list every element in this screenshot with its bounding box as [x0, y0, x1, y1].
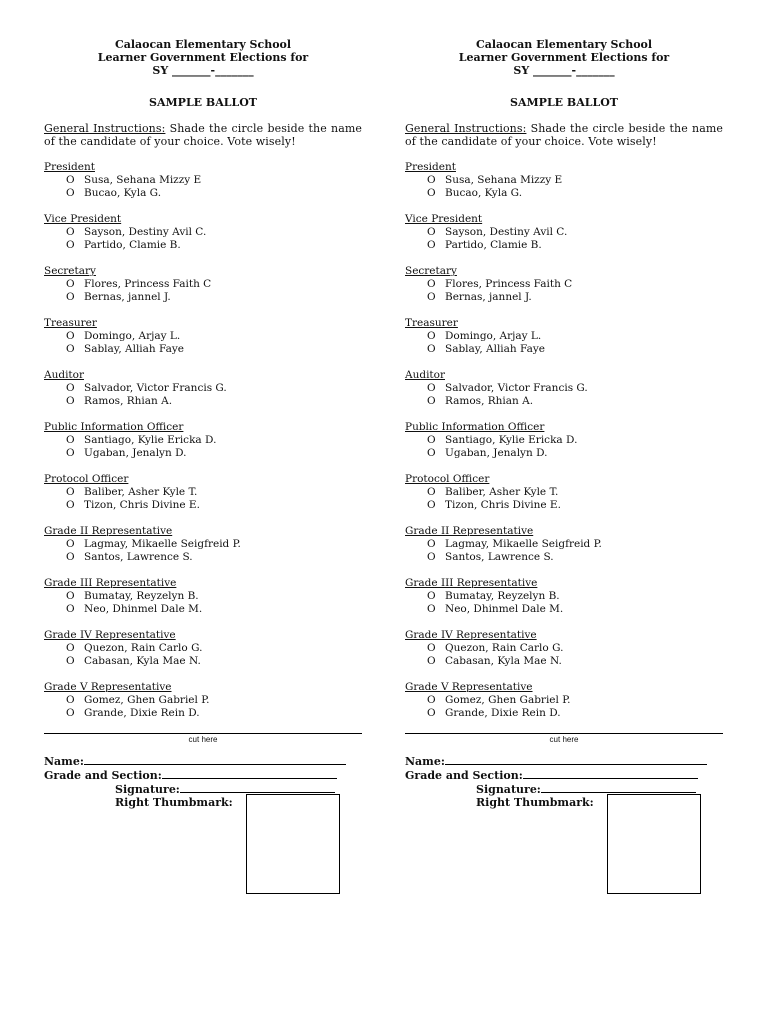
candidate-name: Grande, Dixie Rein D.: [445, 707, 561, 719]
positions-list: [405, 161, 723, 720]
candidate-name: Flores, Princess Faith C: [445, 278, 573, 290]
thumbmark-label: Right Thumbmark:: [476, 796, 594, 809]
candidate-name: Salvador, Victor Francis G.: [445, 382, 588, 394]
position-title: Grade III Representative: [405, 577, 538, 589]
vote-circle[interactable]: O: [66, 278, 75, 290]
candidate-name: Baliber, Asher Kyle T.: [445, 486, 559, 498]
candidate-name: Bucao, Kyla G.: [445, 187, 523, 199]
candidate-row: [44, 174, 362, 187]
candidate-name: Salvador, Victor Francis G.: [84, 382, 227, 394]
vote-circle[interactable]: O: [427, 642, 436, 654]
position-block: [405, 577, 723, 616]
ballot-right: [405, 38, 723, 809]
vote-circle[interactable]: O: [66, 239, 75, 251]
candidate-row: [405, 187, 723, 200]
instructions-text: Shade the circle beside the name of the candidate of your choice. Vote wisely!: [405, 122, 723, 148]
candidate-row: [405, 603, 723, 616]
vote-circle[interactable]: O: [427, 187, 436, 199]
position-block: [405, 161, 723, 200]
vote-circle[interactable]: O: [427, 447, 436, 459]
positions-list: [44, 161, 362, 720]
grade-section-field[interactable]: [523, 768, 698, 779]
candidate-name: Santiago, Kylie Ericka D.: [84, 434, 217, 446]
position-block: [405, 213, 723, 252]
candidate-row: [405, 655, 723, 668]
position-block: [44, 473, 362, 512]
candidate-row: [44, 655, 362, 668]
position-block: [405, 681, 723, 720]
vote-circle[interactable]: O: [66, 603, 75, 615]
candidate-name: Susa, Sehana Mizzy E: [84, 174, 202, 186]
candidate-row: [405, 434, 723, 447]
name-label: Name:: [405, 755, 445, 768]
candidate-name: Sayson, Destiny Avil C.: [84, 226, 207, 238]
thumbmark-box[interactable]: [607, 794, 701, 894]
position-block: [405, 629, 723, 668]
candidate-row: [44, 278, 362, 291]
ballot-title: SAMPLE BALLOT: [510, 96, 618, 109]
position-title: Grade III Representative: [44, 577, 177, 589]
candidate-row: [405, 174, 723, 187]
position-block: [44, 369, 362, 408]
candidate-row: [44, 434, 362, 447]
candidate-row: [405, 330, 723, 343]
vote-circle[interactable]: O: [427, 538, 436, 550]
vote-circle[interactable]: O: [427, 551, 436, 563]
vote-circle[interactable]: O: [427, 291, 436, 303]
candidate-row: [44, 330, 362, 343]
candidate-row: [44, 499, 362, 512]
candidate-row: [405, 499, 723, 512]
candidate-row: [44, 291, 362, 304]
voter-form: [405, 754, 723, 809]
vote-circle[interactable]: O: [66, 551, 75, 563]
position-block: [44, 161, 362, 200]
vote-circle[interactable]: O: [66, 226, 75, 238]
position-block: [405, 473, 723, 512]
vote-circle[interactable]: O: [66, 538, 75, 550]
candidate-name: Neo, Dhinmel Dale M.: [445, 603, 564, 615]
instructions-text: Shade the circle beside the name of the candidate of your choice. Vote wisely!: [44, 122, 362, 148]
position-block: [405, 369, 723, 408]
position-block: [44, 577, 362, 616]
position-title: President: [44, 161, 95, 173]
ballot-left: [44, 38, 362, 809]
candidate-name: Bucao, Kyla G.: [84, 187, 162, 199]
position-block: [44, 213, 362, 252]
candidate-name: Partido, Clamie B.: [84, 239, 181, 251]
position-block: [44, 317, 362, 356]
candidate-name: Santos, Lawrence S.: [445, 551, 554, 563]
position-block: [405, 421, 723, 460]
position-title: Grade II Representative: [405, 525, 534, 537]
position-title: Grade IV Representative: [405, 629, 537, 641]
candidate-name: Flores, Princess Faith C: [84, 278, 212, 290]
candidate-row: [44, 447, 362, 460]
name-row: [44, 754, 362, 768]
vote-circle[interactable]: O: [427, 694, 436, 706]
vote-circle[interactable]: O: [66, 343, 75, 355]
instructions-label: General Instructions:: [44, 122, 166, 135]
candidate-row: [44, 486, 362, 499]
position-title: Grade IV Representative: [44, 629, 176, 641]
general-instructions: [405, 122, 723, 148]
vote-circle[interactable]: O: [66, 330, 75, 342]
candidate-name: Domingo, Arjay L.: [445, 330, 542, 342]
general-instructions: [44, 122, 362, 148]
candidate-row: [405, 343, 723, 356]
vote-circle[interactable]: O: [66, 187, 75, 199]
position-title: Auditor: [44, 369, 84, 381]
name-field[interactable]: [84, 754, 346, 765]
instructions-label: General Instructions:: [405, 122, 527, 135]
candidate-row: [405, 395, 723, 408]
vote-circle[interactable]: O: [427, 434, 436, 446]
position-block: [405, 525, 723, 564]
candidate-row: [44, 590, 362, 603]
candidate-row: [44, 603, 362, 616]
position-title: Protocol Officer: [44, 473, 129, 485]
vote-circle[interactable]: O: [66, 707, 75, 719]
position-block: [44, 681, 362, 720]
vote-circle[interactable]: O: [66, 382, 75, 394]
candidate-row: [44, 395, 362, 408]
candidate-row: [44, 694, 362, 707]
vote-circle[interactable]: O: [427, 486, 436, 498]
position-title: Grade V Representative: [44, 681, 172, 693]
candidate-row: [405, 642, 723, 655]
ballot-title: SAMPLE BALLOT: [149, 96, 257, 109]
position-title: Public Information Officer: [405, 421, 545, 433]
candidate-name: Bumatay, Reyzelyn B.: [445, 590, 560, 602]
candidate-name: Partido, Clamie B.: [445, 239, 542, 251]
grade-section-row: [44, 768, 362, 782]
vote-circle[interactable]: O: [427, 174, 436, 186]
candidate-row: [405, 226, 723, 239]
candidate-name: Gomez, Ghen Gabriel P.: [445, 694, 571, 706]
vote-circle[interactable]: O: [66, 499, 75, 511]
candidate-name: Sayson, Destiny Avil C.: [445, 226, 568, 238]
candidate-row: [405, 551, 723, 564]
candidate-name: Bernas, jannel J.: [84, 291, 171, 303]
candidate-name: Santos, Lawrence S.: [84, 551, 193, 563]
vote-circle[interactable]: O: [66, 395, 75, 407]
position-title: Secretary: [405, 265, 457, 277]
candidate-row: [405, 486, 723, 499]
signature-field[interactable]: [180, 782, 335, 793]
vote-circle[interactable]: O: [66, 642, 75, 654]
candidate-name: Quezon, Rain Carlo G.: [84, 642, 203, 654]
signature-field[interactable]: [541, 782, 696, 793]
candidate-name: Lagmay, Mikaelle Seigfreid P.: [84, 538, 241, 550]
position-block: [44, 525, 362, 564]
candidate-row: [405, 239, 723, 252]
name-row: [405, 754, 723, 768]
grade-section-label: Grade and Section:: [44, 769, 162, 782]
position-block: [44, 629, 362, 668]
candidate-row: [44, 551, 362, 564]
position-title: President: [405, 161, 456, 173]
vote-circle[interactable]: O: [66, 291, 75, 303]
vote-circle[interactable]: O: [427, 499, 436, 511]
vote-circle[interactable]: O: [427, 382, 436, 394]
cut-here-line: cut here: [44, 733, 362, 744]
candidate-row: [44, 382, 362, 395]
vote-circle[interactable]: O: [66, 434, 75, 446]
school-name: Calaocan Elementary School: [475, 38, 653, 51]
candidate-name: Ugaban, Jenalyn D.: [445, 447, 548, 459]
candidate-name: Tizon, Chris Divine E.: [84, 499, 200, 511]
candidate-name: Sablay, Alliah Faye: [445, 343, 546, 355]
candidate-name: Tizon, Chris Divine E.: [445, 499, 561, 511]
vote-circle[interactable]: O: [427, 603, 436, 615]
candidate-row: [405, 447, 723, 460]
vote-circle[interactable]: O: [427, 226, 436, 238]
vote-circle[interactable]: O: [66, 694, 75, 706]
candidate-name: Gomez, Ghen Gabriel P.: [84, 694, 210, 706]
vote-circle[interactable]: O: [66, 486, 75, 498]
candidate-name: Lagmay, Mikaelle Seigfreid P.: [445, 538, 602, 550]
vote-circle[interactable]: O: [427, 278, 436, 290]
signature-label: Signature:: [115, 783, 180, 796]
election-title: Learner Government Elections for: [97, 51, 309, 64]
vote-circle[interactable]: O: [66, 590, 75, 602]
position-block: [44, 421, 362, 460]
candidate-name: Bumatay, Reyzelyn B.: [84, 590, 199, 602]
position-title: Auditor: [405, 369, 445, 381]
candidate-row: [405, 707, 723, 720]
candidate-name: Cabasan, Kyla Mae N.: [84, 655, 201, 667]
position-title: Grade II Representative: [44, 525, 173, 537]
grade-section-field[interactable]: [162, 768, 337, 779]
vote-circle[interactable]: O: [427, 707, 436, 719]
position-title: Grade V Representative: [405, 681, 533, 693]
candidate-row: [44, 239, 362, 252]
candidate-name: Bernas, jannel J.: [445, 291, 532, 303]
position-title: Treasurer: [405, 317, 458, 329]
candidate-name: Ramos, Rhian A.: [84, 395, 173, 407]
candidate-name: Ugaban, Jenalyn D.: [84, 447, 187, 459]
thumbmark-label: Right Thumbmark:: [115, 796, 233, 809]
school-name: Calaocan Elementary School: [114, 38, 292, 51]
vote-circle[interactable]: O: [427, 655, 436, 667]
cut-here-line: cut here: [405, 733, 723, 744]
candidate-row: [44, 187, 362, 200]
name-field[interactable]: [445, 754, 707, 765]
candidate-name: Sablay, Alliah Faye: [84, 343, 185, 355]
candidate-name: Quezon, Rain Carlo G.: [445, 642, 564, 654]
candidate-name: Santiago, Kylie Ericka D.: [445, 434, 578, 446]
candidate-row: [405, 291, 723, 304]
candidate-name: Grande, Dixie Rein D.: [84, 707, 200, 719]
candidate-name: Susa, Sehana Mizzy E: [445, 174, 563, 186]
candidate-name: Baliber, Asher Kyle T.: [84, 486, 198, 498]
vote-circle[interactable]: O: [66, 655, 75, 667]
candidate-row: [405, 590, 723, 603]
grade-section-label: Grade and Section:: [405, 769, 523, 782]
candidate-row: [44, 642, 362, 655]
position-block: [44, 265, 362, 304]
vote-circle[interactable]: O: [427, 395, 436, 407]
vote-circle[interactable]: O: [427, 330, 436, 342]
school-year: SY _______-_______: [513, 64, 615, 77]
candidate-row: [405, 538, 723, 551]
grade-section-row: [405, 768, 723, 782]
candidate-name: Cabasan, Kyla Mae N.: [445, 655, 562, 667]
election-title: Learner Government Elections for: [458, 51, 670, 64]
vote-circle[interactable]: O: [427, 343, 436, 355]
voter-form: [44, 754, 362, 809]
candidate-row: [405, 278, 723, 291]
vote-circle[interactable]: O: [66, 447, 75, 459]
position-title: Secretary: [44, 265, 96, 277]
candidate-row: [405, 694, 723, 707]
position-title: Protocol Officer: [405, 473, 490, 485]
position-title: Vice President: [44, 213, 122, 225]
vote-circle[interactable]: O: [66, 174, 75, 186]
candidate-row: [44, 226, 362, 239]
position-block: [405, 317, 723, 356]
candidate-name: Ramos, Rhian A.: [445, 395, 534, 407]
candidate-row: [44, 707, 362, 720]
position-title: Treasurer: [44, 317, 97, 329]
vote-circle[interactable]: O: [427, 590, 436, 602]
candidate-row: [44, 538, 362, 551]
candidate-name: Domingo, Arjay L.: [84, 330, 181, 342]
candidate-row: [44, 343, 362, 356]
position-block: [405, 265, 723, 304]
school-year: SY _______-_______: [152, 64, 254, 77]
candidate-row: [405, 382, 723, 395]
name-label: Name:: [44, 755, 84, 768]
position-title: Public Information Officer: [44, 421, 184, 433]
candidate-name: Neo, Dhinmel Dale M.: [84, 603, 203, 615]
thumbmark-box[interactable]: [246, 794, 340, 894]
position-title: Vice President: [405, 213, 483, 225]
signature-label: Signature:: [476, 783, 541, 796]
vote-circle[interactable]: O: [427, 239, 436, 251]
